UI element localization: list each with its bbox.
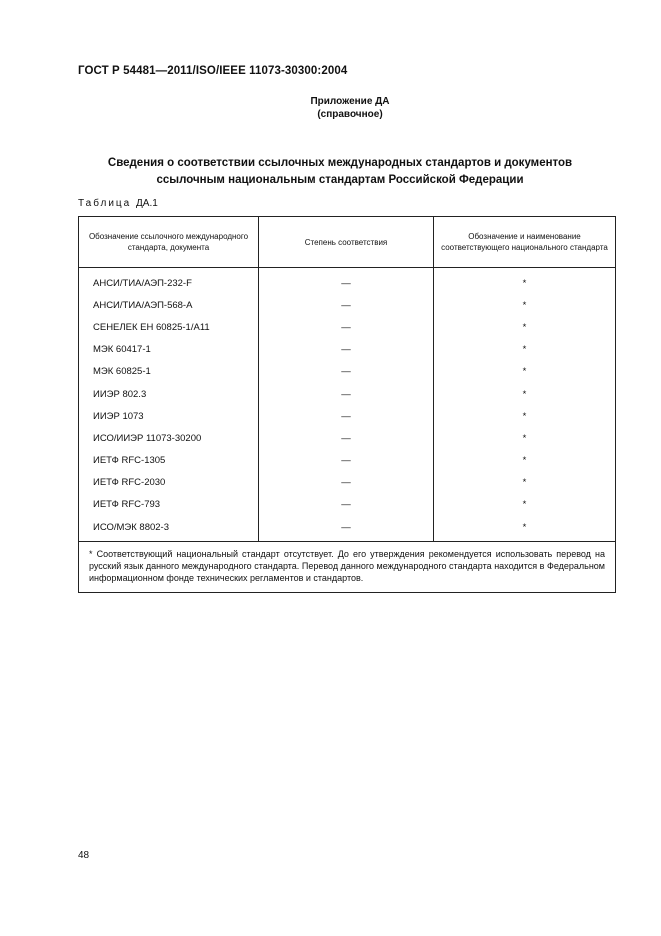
column-header-standard: Обозначение ссылочного международного стандарта, документа bbox=[79, 217, 259, 268]
table-row bbox=[79, 427, 616, 449]
degree-cell: — bbox=[259, 383, 434, 405]
table-footnote: * Соответствующий национальный стандарт отсутствует. До его утверждения рекомендуется использовать перевод на русский язык данного международного стандарта. Перевод данного международного стандарта находится в Федеральном информационном фонде технических регламентов и стандартов. bbox=[79, 542, 616, 593]
appendix-subtitle: (справочное) bbox=[317, 109, 383, 120]
standard-cell: АНСИ/ТИА/АЭП-232-F bbox=[79, 268, 259, 295]
degree-cell: — bbox=[259, 316, 434, 338]
footnote-row bbox=[79, 542, 616, 593]
document-code: ГОСТ Р 54481—2011/ISO/IEEE 11073-30300:2004 bbox=[78, 65, 348, 77]
table-row bbox=[79, 268, 616, 295]
degree-cell: — bbox=[259, 472, 434, 494]
national-cell: * bbox=[434, 450, 616, 472]
standard-cell: АНСИ/ТИА/АЭП-568-А bbox=[79, 294, 259, 316]
national-cell: * bbox=[434, 516, 616, 542]
national-cell: * bbox=[434, 427, 616, 449]
table-caption bbox=[78, 198, 158, 209]
table-row bbox=[79, 294, 616, 316]
standard-cell: МЭК 60417-1 bbox=[79, 339, 259, 361]
standard-cell: ИСО/ИИЭР 11073-30200 bbox=[79, 427, 259, 449]
degree-cell: — bbox=[259, 516, 434, 542]
standard-cell: ИСО/МЭК 8802-3 bbox=[79, 516, 259, 542]
page-number: 48 bbox=[78, 850, 90, 861]
section-title-line-2: ссылочным национальным стандартам Российской Федерации bbox=[156, 174, 524, 186]
national-cell: * bbox=[434, 405, 616, 427]
national-cell: * bbox=[434, 494, 616, 516]
degree-cell: — bbox=[259, 361, 434, 383]
table-row bbox=[79, 472, 616, 494]
standard-cell: СЕНЕЛЕК ЕН 60825-1/А11 bbox=[79, 316, 259, 338]
degree-cell: — bbox=[259, 494, 434, 516]
degree-cell: — bbox=[259, 339, 434, 361]
standard-cell: ИЕТФ RFC-793 bbox=[79, 494, 259, 516]
national-cell: * bbox=[434, 268, 616, 295]
degree-cell: — bbox=[259, 268, 434, 295]
section-title-line-1: Сведения о соответствии ссылочных международных стандартов и документов bbox=[107, 157, 573, 169]
degree-cell: — bbox=[259, 450, 434, 472]
table-row bbox=[79, 383, 616, 405]
table-header-row bbox=[79, 217, 616, 268]
standard-cell: МЭК 60825-1 bbox=[79, 361, 259, 383]
correspondence-table bbox=[78, 216, 616, 593]
national-cell: * bbox=[434, 339, 616, 361]
column-header-degree: Степень соответствия bbox=[259, 217, 434, 268]
appendix-title: Приложение ДА bbox=[310, 96, 390, 107]
degree-cell: — bbox=[259, 405, 434, 427]
national-cell: * bbox=[434, 294, 616, 316]
table-row bbox=[79, 516, 616, 542]
national-cell: * bbox=[434, 316, 616, 338]
column-header-national: Обозначение и наименование соответствующего национального стандарта bbox=[434, 217, 616, 268]
table-row bbox=[79, 361, 616, 383]
degree-cell: — bbox=[259, 427, 434, 449]
national-cell: * bbox=[434, 472, 616, 494]
standard-cell: ИИЭР 1073 bbox=[79, 405, 259, 427]
degree-cell: — bbox=[259, 294, 434, 316]
standard-cell: ИЕТФ RFC-1305 bbox=[79, 450, 259, 472]
table-row bbox=[79, 450, 616, 472]
standard-cell: ИИЭР 802.3 bbox=[79, 383, 259, 405]
table-row bbox=[79, 339, 616, 361]
national-cell: * bbox=[434, 383, 616, 405]
table-caption-number: ДА.1 bbox=[136, 198, 158, 209]
standard-cell: ИЕТФ RFC-2030 bbox=[79, 472, 259, 494]
table-row bbox=[79, 494, 616, 516]
national-cell: * bbox=[434, 361, 616, 383]
table-row bbox=[79, 405, 616, 427]
table-body bbox=[79, 268, 616, 542]
table-row bbox=[79, 316, 616, 338]
table-caption-word: Таблица bbox=[78, 198, 132, 209]
